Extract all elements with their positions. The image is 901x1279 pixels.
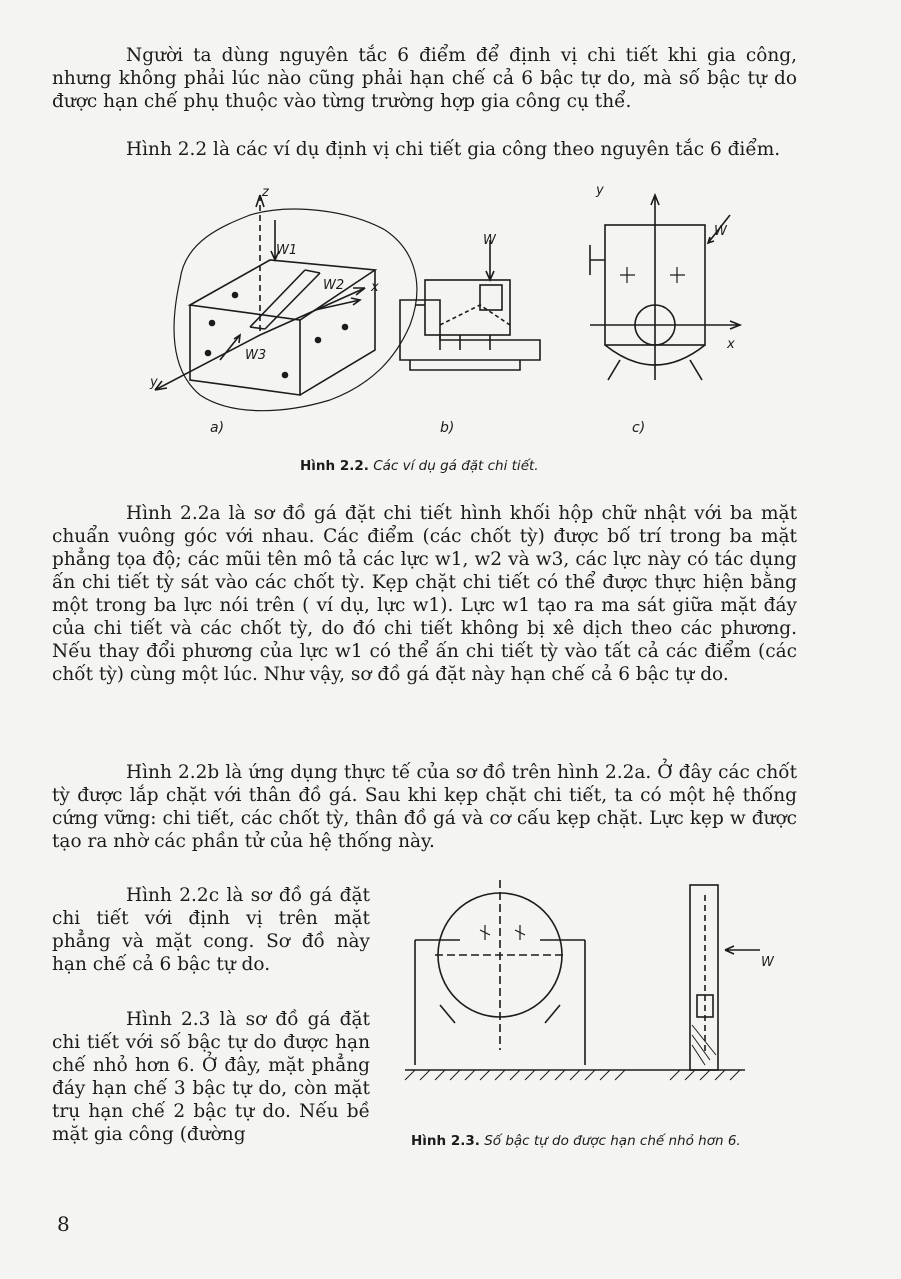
caption-text: Các ví dụ gá đặt chi tiết. bbox=[373, 458, 539, 474]
axis-label-x-c: x bbox=[727, 337, 735, 352]
axis-label-z: z bbox=[262, 185, 269, 200]
force-label-w-b: W bbox=[483, 233, 496, 248]
figure-2-3-drawing bbox=[400, 875, 760, 1085]
force-label-w1: W1 bbox=[276, 243, 298, 258]
axis-label-x: x bbox=[371, 280, 379, 295]
paragraph-intro: Người ta dùng nguyên tắc 6 điểm để định vị chi tiết khi gia công, nhưng không phải lúc nào cũng phải hạn chế cả 6 bậc tự do, mà số bậc tự do được hạn chế phụ thuộc vào từng trường hợp gia công cụ thể. bbox=[52, 45, 797, 112]
paragraph-figure-2-2c: Hình 2.2c là sơ đồ gá đặt chi tiết với định vị trên mặt phẳng và mặt cong. Sơ đồ này hạn chế cả 6 bậc tự do. bbox=[52, 885, 370, 975]
page-number: 8 bbox=[57, 1212, 70, 1236]
force-label-w-fig23: W bbox=[761, 955, 774, 970]
subfigure-label-c: c) bbox=[632, 420, 646, 436]
caption-number: Hình 2.3. bbox=[411, 1133, 480, 1149]
subfigure-label-b: b) bbox=[440, 420, 455, 436]
caption-number: Hình 2.2. bbox=[300, 458, 369, 474]
force-label-w3: W3 bbox=[245, 348, 267, 363]
figure-2-3-caption bbox=[411, 1133, 741, 1149]
caption-text: Số bậc tự do được hạn chế nhỏ hơn 6. bbox=[484, 1133, 741, 1149]
force-label-w-c: W bbox=[714, 224, 727, 239]
paragraph-figure-2-2a: Hình 2.2a là sơ đồ gá đặt chi tiết hình khối hộp chữ nhật với ba mặt chuẩn vuông góc với nhau. Các điểm (các chốt tỳ) được bố trí trong ba mặt phẳng tọa độ; các mũi tên mô tả các lực w1, w2 và w3, các lực này có tác dụng ấn chi tiết tỳ sát vào các chốt tỳ. Kẹp chặt chi tiết có thể được thực hiện bằng một trong ba lực nói trên ( ví dụ, lực w1). Lực w1 tạo ra ma sát giữa mặt đáy của chi tiết và các chốt tỳ, do đó chi tiết không bị xê dịch theo các phương. Nếu thay đổi phương của lực w1 có thể ấn chi tiết tỳ vào tất cả các điểm (các chốt tỳ) cùng một lúc. Như vậy, sơ đồ gá đặt này hạn chế cả 6 bậc tự do. bbox=[52, 503, 797, 685]
subfigure-label-a: a) bbox=[210, 420, 225, 436]
figure-2-2-caption bbox=[300, 458, 539, 474]
paragraph-figure-2-2b: Hình 2.2b là ứng dụng thực tế của sơ đồ trên hình 2.2a. Ở đây các chốt tỳ được lắp chặt với thân đồ gá. Sau khi kẹp chặt chi tiết, ta có một hệ thống cứng vững: chi tiết, các chốt tỳ, thân đồ gá và cơ cấu kẹp chặt. Lực kẹp w được tạo ra nhờ các phần tử của hệ thống này. bbox=[52, 762, 797, 852]
axis-label-y-c: y bbox=[596, 183, 604, 198]
paragraph-figure-2-2-intro: Hình 2.2 là các ví dụ định vị chi tiết gia công theo nguyên tắc 6 điểm. bbox=[126, 139, 781, 160]
paragraph-figure-2-3: Hình 2.3 là sơ đồ gá đặt chi tiết với số bậc tự do được hạn chế nhỏ hơn 6. Ở đây, mặt phẳng đáy hạn chế 3 bậc tự do, còn mặt trụ hạn chế 2 bậc tự do. Nếu bề mặt gia công (đường bbox=[52, 1009, 370, 1145]
force-label-w2: W2 bbox=[323, 278, 345, 293]
figure-2-2-drawing bbox=[140, 185, 760, 440]
axis-label-y: y bbox=[150, 375, 158, 390]
